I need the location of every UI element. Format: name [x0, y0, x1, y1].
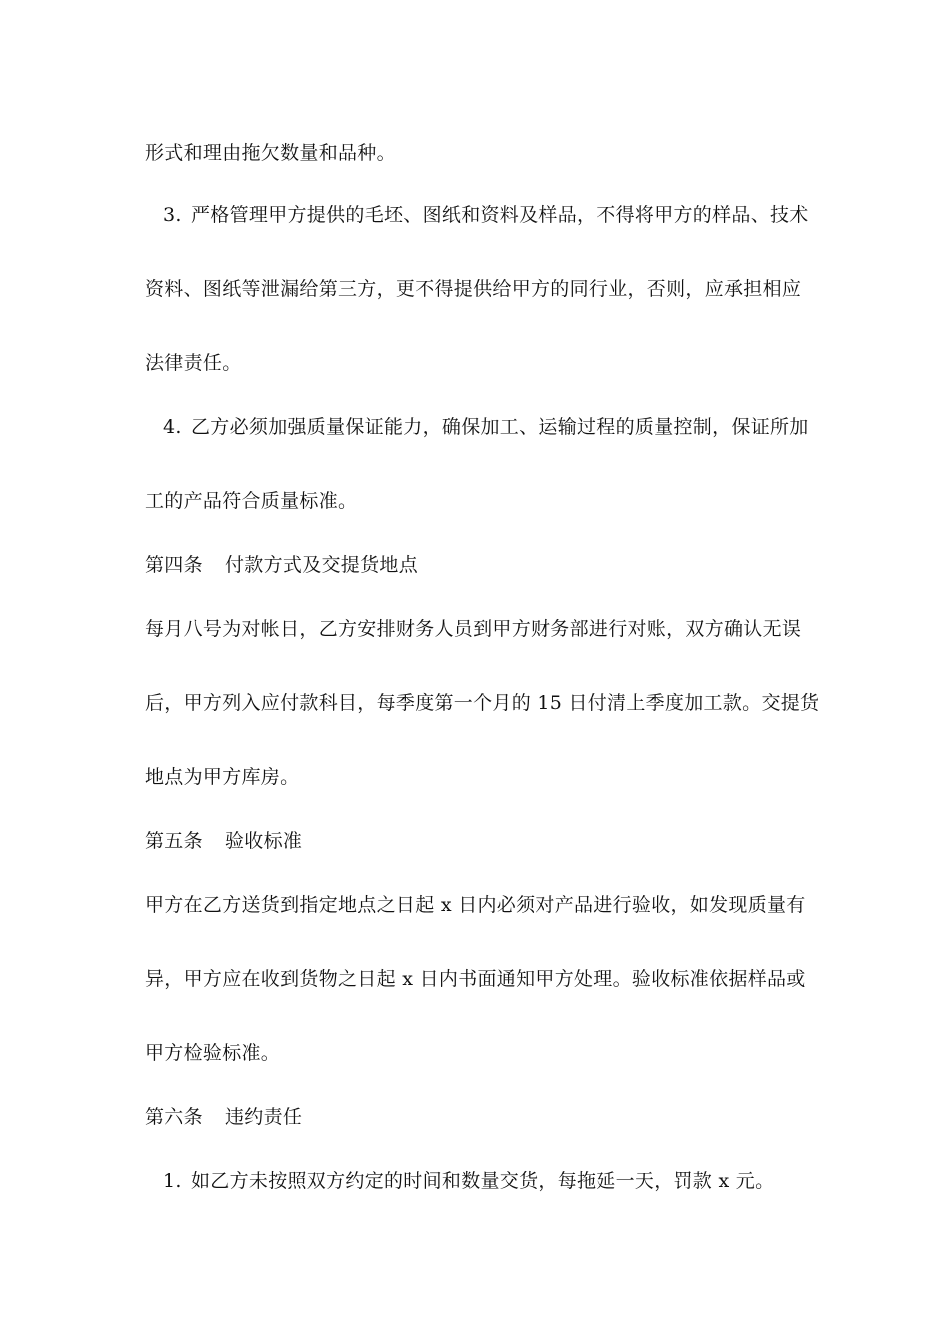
- article-5-title: 验收标准: [225, 830, 303, 852]
- article-6-item-1-number: 1.: [163, 1170, 182, 1192]
- article-4-title: 付款方式及交提货地点: [225, 554, 419, 576]
- article-5-heading: [145, 829, 302, 853]
- article-5-label: 第五条: [145, 830, 203, 852]
- article-6-label: 第六条: [145, 1106, 203, 1128]
- list-item-4-line-1: [163, 415, 809, 439]
- list-item-4-line-2: 工的产品符合质量标准。: [145, 490, 358, 512]
- article-4-line-2: 后，甲方列入应付款科目，每季度第一个月的 15 日付清上季度加工款。交提货: [145, 692, 820, 714]
- list-item-3-text: 严格管理甲方提供的毛坯、图纸和资料及样品，不得将甲方的样品、技术: [191, 204, 809, 226]
- article-4-heading: [145, 553, 418, 577]
- article-4-line-3: 地点为甲方库房。: [145, 766, 300, 788]
- article-4-label: 第四条: [145, 554, 203, 576]
- article-6-heading: [145, 1105, 302, 1129]
- paragraph-continuation: 形式和理由拖欠数量和品种。: [145, 142, 396, 164]
- list-item-3-line-1: [163, 203, 809, 227]
- article-5-line-1: 甲方在乙方送货到指定地点之日起 x 日内必须对产品进行验收，如发现质量有: [145, 894, 806, 916]
- list-number-3: 3.: [163, 204, 182, 226]
- article-5-line-3: 甲方检验标准。: [145, 1042, 281, 1064]
- article-6-item-1: [163, 1169, 774, 1193]
- list-item-3-line-3: 法律责任。: [145, 352, 242, 374]
- article-4-line-1: 每月八号为对帐日，乙方安排财务人员到甲方财务部进行对账，双方确认无误: [145, 618, 802, 640]
- article-6-title: 违约责任: [225, 1106, 303, 1128]
- list-item-3-line-2: 资料、图纸等泄漏给第三方，更不得提供给甲方的同行业，否则，应承担相应: [145, 278, 802, 300]
- list-item-4-text: 乙方必须加强质量保证能力，确保加工、运输过程的质量控制，保证所加: [191, 416, 809, 438]
- list-number-4: 4.: [163, 416, 182, 438]
- article-5-line-2: 异，甲方应在收到货物之日起 x 日内书面通知甲方处理。验收标准依据样品或: [145, 968, 806, 990]
- article-6-item-1-text: 如乙方未按照双方约定的时间和数量交货，每拖延一天，罚款 x 元。: [191, 1170, 775, 1192]
